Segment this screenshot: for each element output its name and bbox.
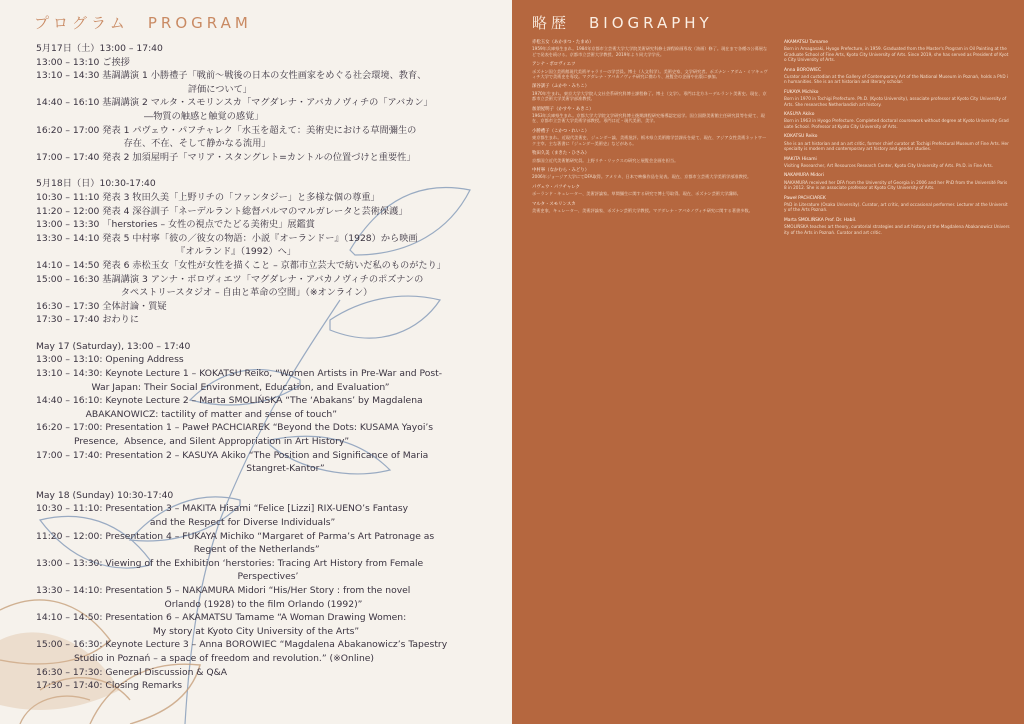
program-line: 15:00 – 16:30 基調講演 3 アンナ・ボロヴィエツ「マグダレナ・アバカノヴィチのポズナンの <box>36 273 424 285</box>
bio-entry <box>784 90 1010 107</box>
bio-entry <box>532 151 770 163</box>
program-line: 17:00 – 17:40: Presentation 2 – KASUYA Akiko “The Position and Significance of Maria <box>36 449 429 461</box>
program-block-day2-ja <box>36 177 476 327</box>
bio-text: 1959年兵庫県生まれ。1984年京都市立芸術大学大学院美術研究科修士課程絵画専攻（油画）修了。現在まで各種の公募展などで発表を続ける。京都市立芸術大学教授、2019年より同大学学長。 <box>532 46 768 57</box>
bio-name: Marta SMOLIŃSKA Prof. Dr. Habil. <box>784 217 857 223</box>
bio-text: 1963年兵庫県生まれ。京都大学大学院文学研究科博士後期課程研究指導認定退学。国立国際美術館主任研究員等を経て、現在、京都市立芸術大学美術学部教授。専門は近・現代美術、美学。 <box>532 113 765 124</box>
bio-text: ポーランド・キュレーター、美術評論家。草間彌生に関する研究で博士号取得。現在、ポズナン芸術大学講師。 <box>532 191 741 197</box>
program-line: 13:10 – 14:30 基調講演 1 小勝禮子「戦前〜戦後の日本の女性画家をめぐる社会環境、教育、 <box>36 70 427 82</box>
bio-text: SMOLIŃSKA teaches art theory, curatorial strategies and art history at the Magdalena Abakanowicz University of the Arts in Poznań. Curator and art critic. <box>784 224 1010 235</box>
program-line: 13:30 – 14:10: Presentation 5 – NAKAMURA Midori “His/Her Story : from the novel <box>36 584 411 596</box>
program-list <box>36 42 476 693</box>
program-line: 17:30 – 17:40 おわりに <box>36 314 140 326</box>
bio-text: Born in Amagasaki, Hyogo Prefecture, in 1959. Graduated from the Master's Program in Oil Painting at the Graduate School of Fine Arts, Kyoto City University of Arts. Since 2019, she has served as President of Kyoto City University of Arts. <box>784 46 1009 63</box>
program-line: 11:20 – 12:00: Presentation 4 – FUKAYA Michiko “Margaret of Parma’s Art Patronage as <box>36 530 435 542</box>
program-line: Presence, Absence, and Silent Appropriation in Art History” <box>36 436 350 448</box>
program-line: 15:00 – 16:30: Keynote Lecture 3 – Anna BOROWIEC “Magdalena Abakanowicz’s Tapestry <box>36 639 448 651</box>
bio-name: AKAMATSU Tamame <box>784 40 828 45</box>
program-line: War Japan: Their Social Environment, Education, and Evaluation” <box>36 381 390 393</box>
bio-name: マルタ・スモリンスカ <box>532 201 576 207</box>
bio-entry <box>532 185 770 197</box>
bio-name: Anna BOROWIEC <box>784 67 822 73</box>
program-line: 5月17日（土）13:00 – 17:40 <box>36 43 163 54</box>
bio-name: NAKAMURA Midori <box>784 173 824 179</box>
program-line: タペストリースタジオ – 自由と革命の空間」（※オンライン） <box>36 287 373 299</box>
bio-text: Curator and custodian at the Gallery of Contemporary Art of the National Museum in Poznań, holds a PhD in humanities. She is an art historian and literary scholar. <box>784 74 1009 85</box>
biography-column-en <box>784 40 1010 240</box>
program-block-day1-en <box>36 340 476 476</box>
bio-text: Born in 1963 in Hyogo Prefecture. Completed doctoral coursework without degree at Kyoto University Graduate School. Professor at Kyoto City University of Arts. <box>784 118 1009 129</box>
bio-name: 牧田久美（まきた・ひさみ） <box>532 151 590 157</box>
program-line: 14:10 – 14:50 発表 6 赤松玉女「女性が女性を描くこと – 京都市立芸大で紡いだ私のものがたり」 <box>36 259 446 271</box>
program-line: ―物質の触感と触覚の感覚」 <box>36 110 264 122</box>
bio-text: Born in 1970 in Tochigi Prefecture. Ph.D. (Kyoto University), associate professor at Kyoto City University of Arts. She researches Netherlandish art history. <box>784 96 1007 107</box>
program-line: 評価について」 <box>36 83 252 95</box>
program-line: May 17 (Saturday), 13:00 – 17:40 <box>36 340 191 352</box>
program-line: and the Respect for Diverse Individuals” <box>36 517 336 528</box>
program-line: 16:30 – 17:30: General Discussion & Q&A <box>36 666 228 678</box>
program-line: 16:20 – 17:00 発表 1 パヴェウ・パフチャレク「水玉を超えて：美術史における草間彌生の <box>36 124 417 136</box>
program-line: 17:00 – 17:40 発表 2 加須屋明子「マリア・スタングレト=カントルの位置づけと重要性」 <box>36 151 416 163</box>
program-line: 『オルランド』（1992）へ」 <box>36 246 297 258</box>
program-line: 13:00 – 13:10 ご挨拶 <box>36 56 130 68</box>
bio-text: 1970年生まれ。東京大学大学院人文社会系研究科博士課程修了。博士（文学）。専門は北方ネーデルラント美術史。現在、京都市立芸術大学美術学部准教授。 <box>532 90 767 102</box>
bio-name: Paweł PACHCIAREK <box>784 195 826 201</box>
biography-column-ja <box>532 40 770 218</box>
bio-entry <box>532 168 770 180</box>
bio-entry <box>784 157 1010 169</box>
program-line: 13:00 – 13:10: Opening Address <box>36 354 184 366</box>
bio-name: KOKATSU Reiko <box>784 134 818 140</box>
program-line: 5月18日（日）10:30-17:40 <box>36 178 156 190</box>
bio-entry <box>532 129 770 146</box>
bio-text: Visiting Researcher, Art Resources Research Center, Kyoto City University of Arts. Ph.D. in Fine Arts. <box>784 162 994 168</box>
program-line: 14:40 – 16:10 基調講演 2 マルタ・スモリンスカ「マグダレナ・アバカノヴィチの「アバカン」 <box>36 97 433 109</box>
bio-text: 京都国立近代美術館研究員。上野リチ・リックスの研究と展覧会企画を担当。 <box>532 157 679 163</box>
program-line: Stangret-Kantor” <box>36 463 325 475</box>
program-line: May 18 (Sunday) 10:30-17:40 <box>36 489 174 501</box>
program-line: ABAKANOWICZ: tactility of matter and sense of touch” <box>36 408 337 420</box>
bio-entry <box>532 202 770 214</box>
program-block-day2-en <box>36 489 476 693</box>
program-line: 10:30 – 11:10: Presentation 3 – MAKITA Hisami “Felice [Lizzi] RIX-UENO’s Fantasy <box>36 503 409 515</box>
bio-name: 深谷訓子（ふかや・みちこ） <box>532 84 590 90</box>
program-line: Perspectives’ <box>36 571 299 583</box>
bio-name: KASUYA Akiko <box>784 112 815 118</box>
program-line: 13:10 – 14:30: Keynote Lecture 1 – KOKATSU Reiko, “Women Artists in Pre-War and Post- <box>36 368 443 380</box>
program-line: 10:30 – 11:10 発表 3 牧田久美「上野リチの「ファンタジー」と多様な個の尊重」 <box>36 191 380 203</box>
bio-entry <box>784 68 1010 85</box>
program-line: My story at Kyoto City University of the Arts” <box>36 625 360 637</box>
bio-entry <box>532 84 770 101</box>
bio-entry <box>532 107 770 124</box>
program-block-day1-ja <box>36 42 476 164</box>
bio-entry <box>784 112 1010 129</box>
biography-heading: 略歴 BIOGRAPHY <box>532 14 713 32</box>
bio-entry <box>784 218 1010 235</box>
bio-name: アンナ・ボロヴィエツ <box>532 62 576 68</box>
bio-text: 東京都生まれ。近現代美術史、ジェンダー論、美術批評。栃木県立美術館学芸課長を経て、現在、アジア女性美術ネットワーク主宰。主な著書に『ジェンダー美術史』などがある。 <box>532 135 767 146</box>
program-line: Regent of the Netherlands” <box>36 544 320 556</box>
program-line: 17:30 – 17:40: Closing Remarks <box>36 680 182 692</box>
bio-entry <box>784 196 1010 213</box>
program-line: 16:20 – 17:00: Presentation 1 – Paweł PACHCIAREK “Beyond the Dots: KUSAMA Yayoi’s <box>36 422 434 434</box>
bio-name: 小勝禮子（こかつ・れいこ） <box>532 128 590 134</box>
program-line: 存在、不在、そして静かなる流用」 <box>36 138 271 150</box>
bio-text: NAKAMURA received her DFA from the University of Georgia in 2006 and her PhD from the Université Paris 8 in 2012. She is an associate professor at Kyoto City University of Arts. <box>784 179 1008 191</box>
bio-name: 加須屋明子（かすや・あきこ） <box>532 106 594 112</box>
bio-entry <box>784 173 1010 190</box>
program-heading: プログラム PROGRAM <box>34 14 252 32</box>
bio-text: She is an art historian and an art critic, former chief curator at Tochigi Prefectural Museum of Fine Arts. Her specialty is modern and contemporary art history and gender studies. <box>784 140 1009 152</box>
bio-name: パヴェウ・パフチャレク <box>532 184 580 190</box>
bio-text: 美術史家、キュレーター、美術評論家、ポズナン芸術大学教授。マグダレナ・アバカノヴィチ研究に関する著書多数。 <box>532 207 753 213</box>
bio-entry <box>784 134 1010 151</box>
bio-text: PhD in Literature (Osaka University). Curator, art critic, and occasional performer. Lecturer at the University of the Arts Poznań. <box>784 201 1008 213</box>
program-line: Studio in Poznań – a space of freedom and revolution.” (※Online) <box>36 652 375 664</box>
program-line: 13:00 – 13:30: Viewing of the Exhibition ‘herstories: Tracing Art History from Female <box>36 557 424 569</box>
bio-text: ポズナン国立美術館現代美術ギャラリーの学芸員。博士（人文科学）。美術史家、文学研究者。ポズナン・アダム・ミツキェヴィチ大学で美術史を専攻。マグダレナ・アバカノヴィチ研究に携わり、展覧会の企画や出版に参加。 <box>532 68 768 80</box>
bio-entry <box>532 40 770 57</box>
bio-entry <box>532 62 770 79</box>
program-line: 11:20 – 12:00 発表 4 深谷訓子「ネーデルラント総督パルマのマルガレータと芸術保護」 <box>36 205 408 217</box>
biography-page <box>512 0 1024 724</box>
program-line: 14:10 – 14:50: Presentation 6 – AKAMATSU Tamame “A Woman Drawing Women: <box>36 612 407 624</box>
program-line: 13:30 – 14:10 発表 5 中村寧「彼の／彼女の物語：小説『オーランドー』（1928）から映画 <box>36 232 418 244</box>
program-line: 14:40 – 16:10: Keynote Lecture 2 – Marta SMOLIŃSKA “The ‘Abakans’ by Magdalena <box>36 395 423 407</box>
bio-name: 中村寧（なかむら・みどり） <box>532 167 590 173</box>
bio-name: MAKITA Hisami <box>784 156 817 162</box>
bio-entry <box>784 40 1010 63</box>
program-line: 16:30 – 17:30 全体討論・質疑 <box>36 300 167 312</box>
bio-name: 赤松玉女（あかまつ・たまめ） <box>532 40 594 45</box>
bio-name: FUKAYA Michiko <box>784 89 819 95</box>
bio-text: 2006年ジョージア大学にてDFA取得。アメリカ、日本で映像作品を発表。現在、京都市立芸術大学美術学部准教授。 <box>532 174 752 180</box>
program-line: Orlando (1928) to the film Orlando (1992)” <box>36 598 363 610</box>
program-line: 13:00 – 13:30 「herstories – 女性の視点でたどる美術史」展鑑賞 <box>36 219 315 231</box>
